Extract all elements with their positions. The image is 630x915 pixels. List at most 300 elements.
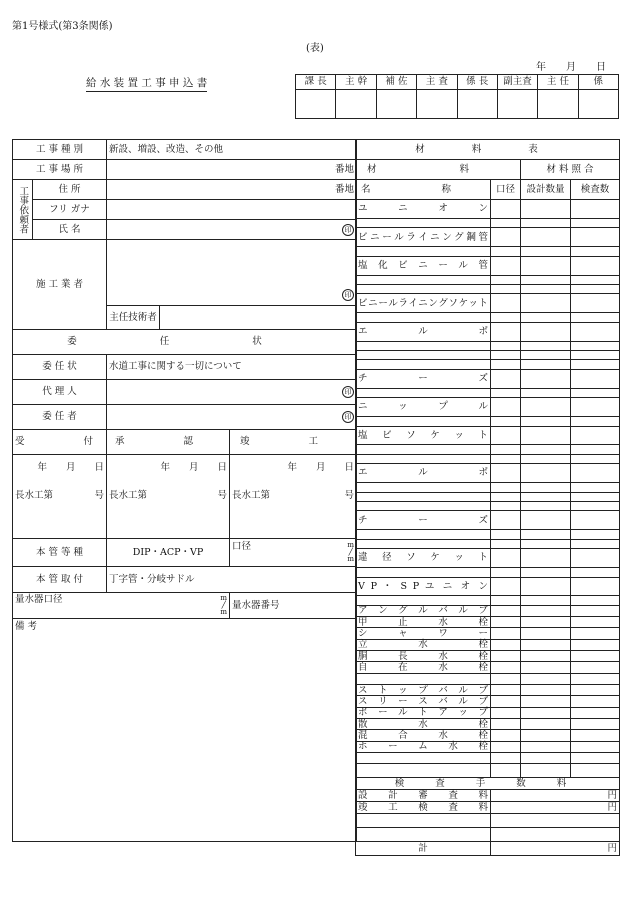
material-size-cell[interactable]	[491, 341, 521, 350]
power-of-attorney-value[interactable]: 水道工事に関する一切について	[107, 355, 357, 380]
material-design-qty-cell[interactable]	[521, 662, 571, 673]
design-review-fee-value[interactable]	[491, 790, 620, 802]
material-row	[356, 228, 620, 247]
material-size-cell[interactable]	[491, 685, 521, 696]
approval-label: 係	[578, 75, 618, 90]
material-inspect-qty-cell[interactable]	[571, 639, 620, 650]
material-name: 混 合 水 栓	[356, 730, 491, 741]
material-design-qty-cell[interactable]	[521, 530, 571, 539]
material-design-qty-cell[interactable]	[521, 696, 571, 707]
material-size-cell[interactable]	[491, 719, 521, 730]
material-design-qty-cell[interactable]	[521, 294, 571, 313]
material-size-cell[interactable]	[491, 741, 521, 752]
material-design-qty-cell[interactable]	[521, 568, 571, 577]
material-inspect-qty-cell[interactable]	[571, 454, 620, 463]
power-of-attorney-title: 委 任 状	[13, 330, 357, 355]
seal-icon: 印	[342, 224, 354, 236]
requester-label: 工事依頼者	[13, 180, 33, 240]
material-design-qty-cell[interactable]	[521, 492, 571, 501]
material-size-cell[interactable]	[491, 256, 521, 275]
material-design-qty-cell[interactable]	[521, 483, 571, 492]
material-name: エ ル ボ	[356, 464, 491, 483]
material-name: 違 径 ソ ケ ッ ト	[356, 549, 491, 568]
material-size-cell[interactable]	[491, 426, 521, 445]
material-design-qty-cell[interactable]	[521, 200, 571, 219]
material-design-qty-cell[interactable]	[521, 719, 571, 730]
main-pipe-connection-value[interactable]: 丁字管・分岐サドル	[107, 567, 357, 593]
material-name: ニ ッ プ ル	[356, 398, 491, 417]
material-inspect-qty-cell[interactable]	[571, 464, 620, 483]
material-design-qty-cell[interactable]	[521, 388, 571, 397]
material-name: チ ー ズ	[356, 511, 491, 530]
reception-no-prefix: 長水工第	[15, 489, 54, 501]
material-name: 胴 長 水 栓	[356, 651, 491, 662]
material-design-qty-cell[interactable]	[521, 685, 571, 696]
fee-total-label: 計	[356, 842, 491, 856]
approval-label: 副主査	[497, 75, 537, 90]
construction-type-label: 工 事 種 別	[13, 140, 107, 160]
fee-total-value[interactable]	[491, 842, 620, 856]
material-row	[356, 764, 620, 777]
material-inspect-qty-cell[interactable]	[571, 764, 620, 777]
completion-date: 年 月 日	[287, 462, 355, 473]
material-name: ユ ニ オ ン	[356, 200, 491, 219]
diameter-label: 口径	[232, 541, 252, 552]
material-size-cell[interactable]	[491, 200, 521, 219]
material-row	[356, 741, 620, 752]
material-inspect-qty-cell[interactable]	[571, 502, 620, 511]
material-row	[356, 568, 620, 577]
material-blank	[356, 341, 491, 350]
material-size-cell[interactable]	[491, 492, 521, 501]
approval-label: 補 佐	[376, 75, 416, 90]
material-inspect-qty-cell[interactable]	[571, 369, 620, 388]
main-pipe-diameter-cell[interactable]	[230, 539, 357, 567]
material-inspect-qty-cell[interactable]	[571, 530, 620, 539]
material-inspect-qty-cell[interactable]	[571, 673, 620, 684]
material-design-qty-cell[interactable]	[521, 502, 571, 511]
material-design-qty-cell[interactable]	[521, 605, 571, 616]
material-design-qty-cell[interactable]	[521, 417, 571, 426]
material-inspect-qty-cell[interactable]	[571, 247, 620, 256]
material-inspect-qty-cell[interactable]	[571, 696, 620, 707]
material-design-qty-cell[interactable]	[521, 464, 571, 483]
material-row	[356, 651, 620, 662]
material-size-cell[interactable]	[491, 275, 521, 284]
material-name: ビニールライニングソケット	[356, 294, 491, 313]
reception-header: 受 付	[13, 430, 107, 455]
furigana-label: フリ ガナ	[33, 200, 107, 220]
material-row	[356, 492, 620, 501]
material-blank	[356, 753, 491, 764]
material-size-cell[interactable]	[491, 651, 521, 662]
material-name: ボ ー ル ト ア ッ プ	[356, 707, 491, 718]
materials-header: 材 料	[356, 160, 521, 180]
stamp-cell[interactable]	[497, 90, 537, 119]
approval-header-row	[296, 75, 619, 90]
material-design-qty-cell[interactable]	[521, 730, 571, 741]
construction-site-field[interactable]	[107, 160, 357, 180]
material-size-cell[interactable]	[491, 511, 521, 530]
completion-no-prefix: 長水工第	[232, 489, 271, 501]
material-row	[356, 685, 620, 696]
material-size-cell[interactable]	[491, 764, 521, 777]
material-size-cell[interactable]	[491, 369, 521, 388]
fee-blank-cell[interactable]	[491, 814, 620, 828]
material-row	[356, 445, 620, 454]
material-size-cell[interactable]	[491, 605, 521, 616]
stamp-cell[interactable]	[376, 90, 416, 119]
material-row	[356, 483, 620, 492]
material-design-qty-cell[interactable]	[521, 445, 571, 454]
material-size-cell[interactable]	[491, 577, 521, 596]
fee-blank-cell[interactable]	[491, 828, 620, 842]
chief-engineer-field[interactable]	[160, 306, 357, 330]
material-name: 塩 化 ビ ニ ー ル 管	[356, 256, 491, 275]
material-inspect-qty-cell[interactable]	[571, 730, 620, 741]
material-inspect-qty-cell[interactable]	[571, 549, 620, 568]
material-name: エ ル ボ	[356, 322, 491, 341]
material-size-cell[interactable]	[491, 398, 521, 417]
fee-blank-cell[interactable]	[356, 828, 491, 842]
material-blank	[356, 530, 491, 539]
material-name: ホ ー ム 水 栓	[356, 741, 491, 752]
delegator-label: 委 任 者	[13, 405, 107, 430]
approval-stamp-table	[295, 74, 619, 119]
material-inspect-qty-cell[interactable]	[571, 577, 620, 596]
material-name: 散 水 栓	[356, 719, 491, 730]
name-field[interactable]	[107, 220, 357, 240]
material-design-qty-cell[interactable]	[521, 511, 571, 530]
yen-unit: 円	[607, 801, 617, 813]
material-row	[356, 707, 620, 718]
material-blank	[356, 247, 491, 256]
material-blank	[356, 417, 491, 426]
meter-number-label: 量水器番号	[232, 599, 280, 611]
main-pipe-connection-label: 本 管 取 付	[13, 567, 107, 593]
material-inspect-qty-cell[interactable]	[571, 200, 620, 219]
material-inspect-qty-cell[interactable]	[571, 218, 620, 227]
material-inspect-qty-cell[interactable]	[571, 417, 620, 426]
millimeter-unit: m ╱ m	[347, 541, 355, 563]
approval-label: 係 長	[457, 75, 497, 90]
material-design-qty-cell[interactable]	[521, 322, 571, 341]
material-inspect-qty-cell[interactable]	[571, 360, 620, 369]
material-design-qty-cell[interactable]	[521, 341, 571, 350]
material-check-header: 材 料 照 合	[521, 160, 620, 180]
material-inspect-qty-cell[interactable]	[571, 651, 620, 662]
col-size-header: 口径	[491, 180, 521, 200]
stamp-cell[interactable]	[296, 90, 336, 119]
material-row	[356, 617, 620, 628]
yen-unit: 円	[607, 789, 617, 801]
material-size-cell[interactable]	[491, 568, 521, 577]
material-design-qty-cell[interactable]	[521, 426, 571, 445]
material-row	[356, 388, 620, 397]
remarks-cell[interactable]	[13, 619, 357, 842]
material-inspect-qty-cell[interactable]	[571, 351, 620, 360]
fees-table	[355, 777, 620, 856]
material-design-qty-cell[interactable]	[521, 628, 571, 639]
material-blank	[356, 492, 491, 501]
material-design-qty-cell[interactable]	[521, 539, 571, 548]
material-size-cell[interactable]	[491, 454, 521, 463]
construction-type-value[interactable]: 新設、増設、改造、その他	[107, 140, 357, 160]
approval-no-suffix: 号	[217, 489, 227, 501]
material-size-cell[interactable]	[491, 530, 521, 539]
material-inspect-qty-cell[interactable]	[571, 605, 620, 616]
fee-blank-cell[interactable]	[356, 814, 491, 828]
material-blank	[356, 445, 491, 454]
material-inspect-qty-cell[interactable]	[571, 388, 620, 397]
completion-date-cell[interactable]	[230, 455, 357, 539]
col-name-header: 名 称	[356, 180, 491, 200]
address-field[interactable]	[107, 180, 357, 200]
material-size-cell[interactable]	[491, 483, 521, 492]
material-design-qty-cell[interactable]	[521, 351, 571, 360]
design-review-fee-label: 設 計 審 査 料	[356, 790, 491, 802]
material-size-cell[interactable]	[491, 662, 521, 673]
material-row	[356, 549, 620, 568]
stamp-cell[interactable]	[578, 90, 618, 119]
material-size-cell[interactable]	[491, 284, 521, 293]
material-design-qty-cell[interactable]	[521, 256, 571, 275]
material-size-cell[interactable]	[491, 313, 521, 322]
material-row	[356, 294, 620, 313]
material-size-cell[interactable]	[491, 294, 521, 313]
material-row	[356, 398, 620, 417]
material-row	[356, 454, 620, 463]
material-blank	[356, 673, 491, 684]
material-name: 塩 ビ ソ ケ ッ ト	[356, 426, 491, 445]
approval-date: 年 月 日	[160, 462, 227, 473]
remarks-label: 備 考	[15, 621, 38, 632]
material-inspect-qty-cell[interactable]	[571, 741, 620, 752]
material-inspect-qty-cell[interactable]	[571, 294, 620, 313]
material-size-cell[interactable]	[491, 673, 521, 684]
material-design-qty-cell[interactable]	[521, 577, 571, 596]
material-row	[356, 673, 620, 684]
completion-inspection-fee-label: 竣 工 検 査 料	[356, 802, 491, 814]
material-design-qty-cell[interactable]	[521, 313, 571, 322]
approval-stamp-row	[296, 90, 619, 119]
material-row	[356, 539, 620, 548]
material-design-qty-cell[interactable]	[521, 741, 571, 752]
material-inspect-qty-cell[interactable]	[571, 341, 620, 350]
material-size-cell[interactable]	[491, 596, 521, 605]
approval-label: 主 幹	[336, 75, 376, 90]
material-row	[356, 322, 620, 341]
material-blank	[356, 284, 491, 293]
agent-field[interactable]	[107, 380, 357, 405]
approval-date-cell[interactable]	[107, 455, 230, 539]
material-size-cell[interactable]	[491, 639, 521, 650]
material-size-cell[interactable]	[491, 549, 521, 568]
stamp-cell[interactable]	[457, 90, 497, 119]
material-size-cell[interactable]	[491, 360, 521, 369]
material-design-qty-cell[interactable]	[521, 398, 571, 417]
meter-number-cell[interactable]	[230, 593, 357, 619]
material-size-cell[interactable]	[491, 464, 521, 483]
material-name: チ ー ズ	[356, 369, 491, 388]
material-row	[356, 218, 620, 227]
material-size-cell[interactable]	[491, 388, 521, 397]
material-blank	[356, 275, 491, 284]
material-design-qty-cell[interactable]	[521, 218, 571, 227]
material-size-cell[interactable]	[491, 617, 521, 628]
material-blank	[356, 454, 491, 463]
material-design-qty-cell[interactable]	[521, 639, 571, 650]
material-size-cell[interactable]	[491, 351, 521, 360]
material-inspect-qty-cell[interactable]	[571, 322, 620, 341]
material-design-qty-cell[interactable]	[521, 549, 571, 568]
material-inspect-qty-cell[interactable]	[571, 483, 620, 492]
material-row	[356, 275, 620, 284]
material-name: 自 在 水 栓	[356, 662, 491, 673]
material-row	[356, 639, 620, 650]
name-label: 氏 名	[33, 220, 107, 240]
material-row	[356, 577, 620, 596]
material-size-cell[interactable]	[491, 228, 521, 247]
material-inspect-qty-cell[interactable]	[571, 313, 620, 322]
material-name: ス ト ッ プ バ ル ブ	[356, 685, 491, 696]
material-blank	[356, 596, 491, 605]
material-row	[356, 351, 620, 360]
material-row	[356, 596, 620, 605]
material-inspect-qty-cell[interactable]	[571, 539, 620, 548]
material-design-qty-cell[interactable]	[521, 247, 571, 256]
material-design-qty-cell[interactable]	[521, 753, 571, 764]
material-name: シ ャ ワ ー	[356, 628, 491, 639]
delegator-field[interactable]	[107, 405, 357, 430]
material-blank	[356, 539, 491, 548]
yen-unit: 円	[607, 842, 617, 854]
material-size-cell[interactable]	[491, 218, 521, 227]
material-design-qty-cell[interactable]	[521, 360, 571, 369]
material-inspect-qty-cell[interactable]	[571, 753, 620, 764]
approval-label: 課 長	[296, 75, 336, 90]
millimeter-unit: m ╱ m	[220, 594, 227, 616]
date-year-label: 年	[536, 62, 546, 73]
material-inspect-qty-cell[interactable]	[571, 228, 620, 247]
material-inspect-qty-cell[interactable]	[571, 445, 620, 454]
material-blank	[356, 218, 491, 227]
material-row	[356, 605, 620, 616]
material-inspect-qty-cell[interactable]	[571, 617, 620, 628]
material-inspect-qty-cell[interactable]	[571, 426, 620, 445]
material-row	[356, 502, 620, 511]
material-blank	[356, 388, 491, 397]
material-inspect-qty-cell[interactable]	[571, 511, 620, 530]
material-row	[356, 464, 620, 483]
stamp-cell[interactable]	[417, 90, 457, 119]
material-design-qty-cell[interactable]	[521, 617, 571, 628]
material-size-cell[interactable]	[491, 445, 521, 454]
material-size-cell[interactable]	[491, 707, 521, 718]
material-inspect-qty-cell[interactable]	[571, 256, 620, 275]
material-inspect-qty-cell[interactable]	[571, 492, 620, 501]
material-size-cell[interactable]	[491, 322, 521, 341]
material-inspect-qty-cell[interactable]	[571, 568, 620, 577]
meter-diameter-label: 量水器口径	[15, 594, 63, 605]
completion-inspection-fee-value[interactable]	[491, 802, 620, 814]
material-design-qty-cell[interactable]	[521, 284, 571, 293]
chief-engineer-label: 主任技術者	[107, 306, 160, 330]
material-size-cell[interactable]	[491, 628, 521, 639]
material-blank	[356, 764, 491, 777]
stamp-cell[interactable]	[336, 90, 376, 119]
material-size-cell[interactable]	[491, 696, 521, 707]
material-design-qty-cell[interactable]	[521, 369, 571, 388]
reception-date-cell[interactable]	[13, 455, 107, 539]
furigana-field[interactable]	[107, 200, 357, 220]
material-design-qty-cell[interactable]	[521, 707, 571, 718]
reception-no-suffix: 号	[94, 489, 104, 501]
agent-label: 代 理 人	[13, 380, 107, 405]
material-row	[356, 511, 620, 530]
material-name: ア ン グ ル バ ル ブ	[356, 605, 491, 616]
meter-diameter-cell[interactable]	[13, 593, 230, 619]
material-design-qty-cell[interactable]	[521, 764, 571, 777]
material-inspect-qty-cell[interactable]	[571, 707, 620, 718]
materials-item-table	[355, 199, 620, 778]
col-design-header: 設計数量	[521, 180, 571, 200]
material-row	[356, 369, 620, 388]
material-size-cell[interactable]	[491, 730, 521, 741]
approval-label: 主 任	[538, 75, 578, 90]
stamp-cell[interactable]	[538, 90, 578, 119]
material-row	[356, 696, 620, 707]
material-size-cell[interactable]	[491, 417, 521, 426]
material-design-qty-cell[interactable]	[521, 596, 571, 605]
power-of-attorney-label: 委 任 状	[13, 355, 107, 380]
material-blank	[356, 502, 491, 511]
contractor-label: 施 工 業 者	[13, 240, 107, 330]
seal-icon: 印	[342, 411, 354, 423]
material-design-qty-cell[interactable]	[521, 651, 571, 662]
material-inspect-qty-cell[interactable]	[571, 719, 620, 730]
material-inspect-qty-cell[interactable]	[571, 284, 620, 293]
material-blank	[356, 360, 491, 369]
material-row	[356, 417, 620, 426]
material-design-qty-cell[interactable]	[521, 228, 571, 247]
material-size-cell[interactable]	[491, 753, 521, 764]
material-inspect-qty-cell[interactable]	[571, 275, 620, 284]
material-name: ス リ ー ス バ ル ブ	[356, 696, 491, 707]
material-size-cell[interactable]	[491, 502, 521, 511]
material-design-qty-cell[interactable]	[521, 454, 571, 463]
col-inspect-header: 検査数	[571, 180, 620, 200]
material-inspect-qty-cell[interactable]	[571, 685, 620, 696]
material-inspect-qty-cell[interactable]	[571, 398, 620, 417]
address-label: 住 所	[33, 180, 107, 200]
seal-icon: 印	[342, 386, 354, 398]
contractor-field[interactable]	[107, 240, 357, 306]
completion-no-suffix: 号	[344, 489, 355, 501]
material-row	[356, 313, 620, 322]
material-inspect-qty-cell[interactable]	[571, 662, 620, 673]
main-pipe-type-value[interactable]: DIP・ACP・VP	[107, 539, 230, 567]
material-size-cell[interactable]	[491, 539, 521, 548]
material-size-cell[interactable]	[491, 247, 521, 256]
material-inspect-qty-cell[interactable]	[571, 596, 620, 605]
material-design-qty-cell[interactable]	[521, 275, 571, 284]
material-inspect-qty-cell[interactable]	[571, 628, 620, 639]
date-day-label: 日	[596, 62, 606, 73]
form-title: 給 水 装 置 工 事 申 込 書	[86, 78, 207, 92]
material-name: ビニールライニング鋼管	[356, 228, 491, 247]
material-design-qty-cell[interactable]	[521, 673, 571, 684]
